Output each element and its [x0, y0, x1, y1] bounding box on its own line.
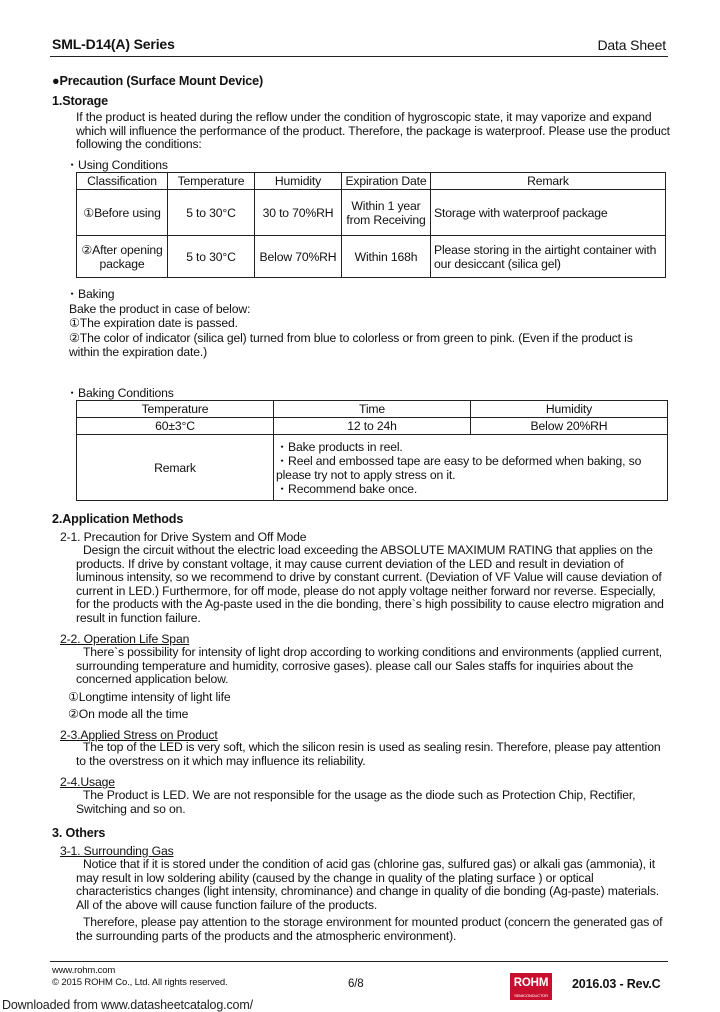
table-cell: Please storing in the airtight container with our desiccant (silica gel): [431, 236, 666, 278]
baking-conditions-table: [76, 400, 668, 501]
table-header-cell: Temperature: [168, 173, 255, 190]
footer-url: www.rohm.com: [52, 965, 116, 976]
section-2-1-text: Design the circuit without the electric load exceeding the ABSOLUTE MAXIMUM RATING that applies on the products. If drive by constant voltage, it may cause current deviation of the LED and result in deviation of luminous intensity, so we recommend to drive by constant current. (Deviation of VF Value will cause deviation of current in LED.) Furthermore, for off mode, please do not apply voltage neither forward nor reverse. Especially, for the products with the Ag-paste used in the die bonding, there`s high possibility to cause electro migration and result in function failure.: [76, 543, 664, 625]
storage-title: 1.Storage: [52, 94, 109, 108]
table-header-cell: Expiration Date: [342, 173, 431, 190]
precaution-title: ●Precaution (Surface Mount Device): [52, 74, 264, 88]
section-2-2-title: 2-2. Operation Life Span: [60, 632, 190, 646]
table-cell: 5 to 30°C: [168, 236, 255, 278]
section-2-2-item-1: ①Longtime intensity of light life: [68, 690, 231, 704]
section-2-3-text: The top of the LED is very soft, which the silicon resin is used as sealing resin. Therefore, please pay attention to the overstress on it which may influence its reliability.: [76, 740, 661, 768]
footer-copyright: © 2015 ROHM Co., Ltd. All rights reserved.: [52, 977, 228, 988]
table-cell: 60±3°C: [77, 418, 274, 435]
table-cell: Remark: [77, 435, 274, 501]
table-cell: 30 to 70%RH: [255, 190, 342, 236]
section-2-2-item-2: ②On mode all the time: [68, 707, 189, 721]
using-conditions-table: [76, 172, 666, 278]
footer-divider: [50, 961, 668, 962]
rohm-logo-text: ROHM: [513, 977, 549, 989]
table-row: [77, 190, 666, 236]
table-cell: Below 70%RH: [255, 236, 342, 278]
table-row: [77, 236, 666, 278]
table-cell: 12 to 24h: [274, 418, 471, 435]
others-title: 3. Others: [52, 826, 106, 840]
remark-line: ・Bake products in reel.: [276, 439, 403, 454]
baking-conditions-title: ・Baking Conditions: [66, 386, 174, 400]
table-row: [77, 418, 668, 435]
section-3-1-text: Notice that if it is stored under the condition of acid gas (chlorine gas, sulfured gas) or alkali gas (ammonia), it may result in low soldering ability (caused by the change in quality of the plating surface ) or optical characteristics changes (light intensity, chrominance) and change in quality of die bonding (Ag-paste) materials. All of the above will cause function failure of the products.: [76, 857, 660, 912]
table-header-row: [77, 401, 668, 418]
application-title: 2.Application Methods: [52, 512, 184, 526]
table-cell: Storage with waterproof package: [431, 190, 666, 236]
table-header-cell: Temperature: [77, 401, 274, 418]
section-2-2-text: There`s possibility for intensity of light drop according to working conditions and environments (applied current, surrounding temperature and humidity, corrosive gases). please call our Sales staffs for inquiries about the concerned application below.: [76, 645, 663, 686]
section-3-1-text-2: Therefore, please pay attention to the storage environment for mounted product (concern the generated gas of the surrounding parts of the products and the atmospheric environment).: [76, 915, 663, 943]
table-cell: Below 20%RH: [471, 418, 668, 435]
table-cell: Within 1 year from Receiving: [342, 190, 431, 236]
baking-case-2: ②The color of indicator (silica gel) turned from blue to colorless or from green to pink. (Even if the product is within the expiration date.): [69, 331, 633, 359]
rohm-logo: [510, 973, 552, 1000]
revision-label: 2016.03 - Rev.C: [572, 977, 661, 991]
table-cell: ②After opening package: [77, 236, 168, 278]
table-header-cell: Humidity: [471, 401, 668, 418]
section-2-1-title: 2-1. Precaution for Drive System and Off Mode: [60, 530, 307, 544]
section-3-1-title: 3-1. Surrounding Gas: [60, 844, 174, 858]
table-header-cell: Remark: [431, 173, 666, 190]
doc-type-label: Data Sheet: [597, 37, 666, 53]
baking-title: ・Baking: [66, 287, 115, 301]
storage-intro: If the product is heated during the reflow under the condition of hygroscopic state, it may vaporize and expand which will influence the performance of the product. Therefore, the package is waterproof. Please use the product following the conditions:: [76, 110, 670, 151]
header-divider: [50, 56, 668, 57]
section-2-4-title: 2-4.Usage: [60, 775, 115, 789]
rohm-logo-subtext: SEMICONDUCTOR: [514, 993, 548, 998]
baking-intro: Bake the product in case of below:: [69, 302, 251, 316]
table-header-cell: Humidity: [255, 173, 342, 190]
remark-cell: [274, 435, 668, 501]
table-row: [77, 435, 668, 501]
section-2-4-text: The Product is LED. We are not responsible for the usage as the diode such as Protection Chip, Rectifier, Switching and so on.: [76, 788, 636, 816]
remark-line: ・Reel and embossed tape are easy to be deformed when baking, so please try not to apply stress on it.: [276, 453, 642, 482]
download-source-link[interactable]: Downloaded from www.datasheetcatalog.com/: [2, 998, 253, 1012]
table-cell: 5 to 30°C: [168, 190, 255, 236]
table-cell: Within 168h: [342, 236, 431, 278]
series-title: SML-D14(A) Series: [52, 36, 175, 52]
table-header-row: [77, 173, 666, 190]
table-header-cell: Time: [274, 401, 471, 418]
page-number: 6/8: [348, 978, 364, 990]
table-cell: ①Before using: [77, 190, 168, 236]
remark-line: ・Recommend bake once.: [276, 481, 418, 496]
table-header-cell: Classification: [77, 173, 168, 190]
baking-case-1: ①The expiration date is passed.: [69, 316, 238, 330]
using-conditions-title: ・Using Conditions: [66, 158, 168, 172]
section-2-3-title: 2-3.Applied Stress on Product: [60, 728, 218, 742]
